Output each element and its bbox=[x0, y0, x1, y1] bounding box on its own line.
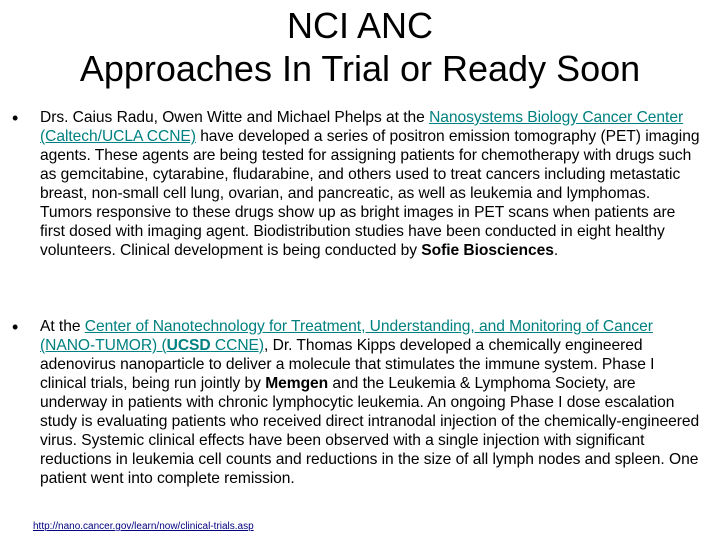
ucsd-text: UCSD bbox=[166, 337, 211, 354]
paragraph-text: , Dr. Thomas Kipps developed a chemically engineered adenovirus nanoparticle to deliver a molecule that stimulates the immune system. Phase I clinical trials, being run jointly by bbox=[40, 337, 655, 392]
source-url-link[interactable]: http://nano.cancer.gov/learn/now/clinical-trials.asp bbox=[33, 521, 254, 532]
paragraph-text: and the Leukemia & Lymphoma Society, are underway in patients with chronic lymphocytic leukemia. An ongoing Phase I dose escalation study is evaluating patients who received direct intranodal injection of the chemically-engineered virus. Systemic clinical effects have been observed with a single injection with significant reductions in leukemia cell counts and reductions in the size of all lymph nodes and spleen. One patient went into complete remission. bbox=[40, 375, 700, 487]
bullet-paragraph-kipps bbox=[40, 317, 702, 488]
slide-title bbox=[0, 4, 720, 90]
title-line-2: Approaches In Trial or Ready Soon bbox=[79, 48, 641, 89]
nanosystems-biology-link[interactable]: Nanosystems Biology Cancer Center (Caltech/UCLA CCNE) bbox=[40, 109, 684, 145]
memgen-text: Memgen bbox=[265, 375, 329, 392]
title-line-1: NCI ANC bbox=[286, 5, 434, 46]
bullet-marker: • bbox=[12, 317, 19, 337]
paragraph-text: . bbox=[553, 242, 559, 259]
bullet-paragraph-radu bbox=[40, 108, 702, 260]
source-footer bbox=[33, 520, 254, 533]
paragraph-text: At the bbox=[40, 318, 85, 335]
link-text: Center of Nanotechnology for Treatment, Understanding, and Monitoring of Cancer (NANO-TUMOR) ( bbox=[40, 318, 653, 354]
bullet-marker: • bbox=[12, 108, 19, 128]
link-text: CCNE) bbox=[210, 337, 265, 354]
sofie-biosciences-text: Sofie Biosciences bbox=[421, 242, 554, 259]
paragraph-text: have developed a series of positron emission tomography (PET) imaging agents. These agents are being tested for assigning patients for chemotherapy with drugs such as gemcitabine, cytarabine, fludarabine, and others used to treat cancers including metastatic breast, non-small cell lung, ovarian, and pancreatic, as well as leukemia and lymphomas. Tumors responsive to these drugs show up as bright images in PET scans when patients are first dosed with imaging agent. Biodistribution studies have been conducted in eight healthy volunteers. Clinical development is being conducted by bbox=[40, 128, 700, 259]
paragraph-text: Drs. Caius Radu, Owen Witte and Michael Phelps at the bbox=[40, 109, 430, 126]
